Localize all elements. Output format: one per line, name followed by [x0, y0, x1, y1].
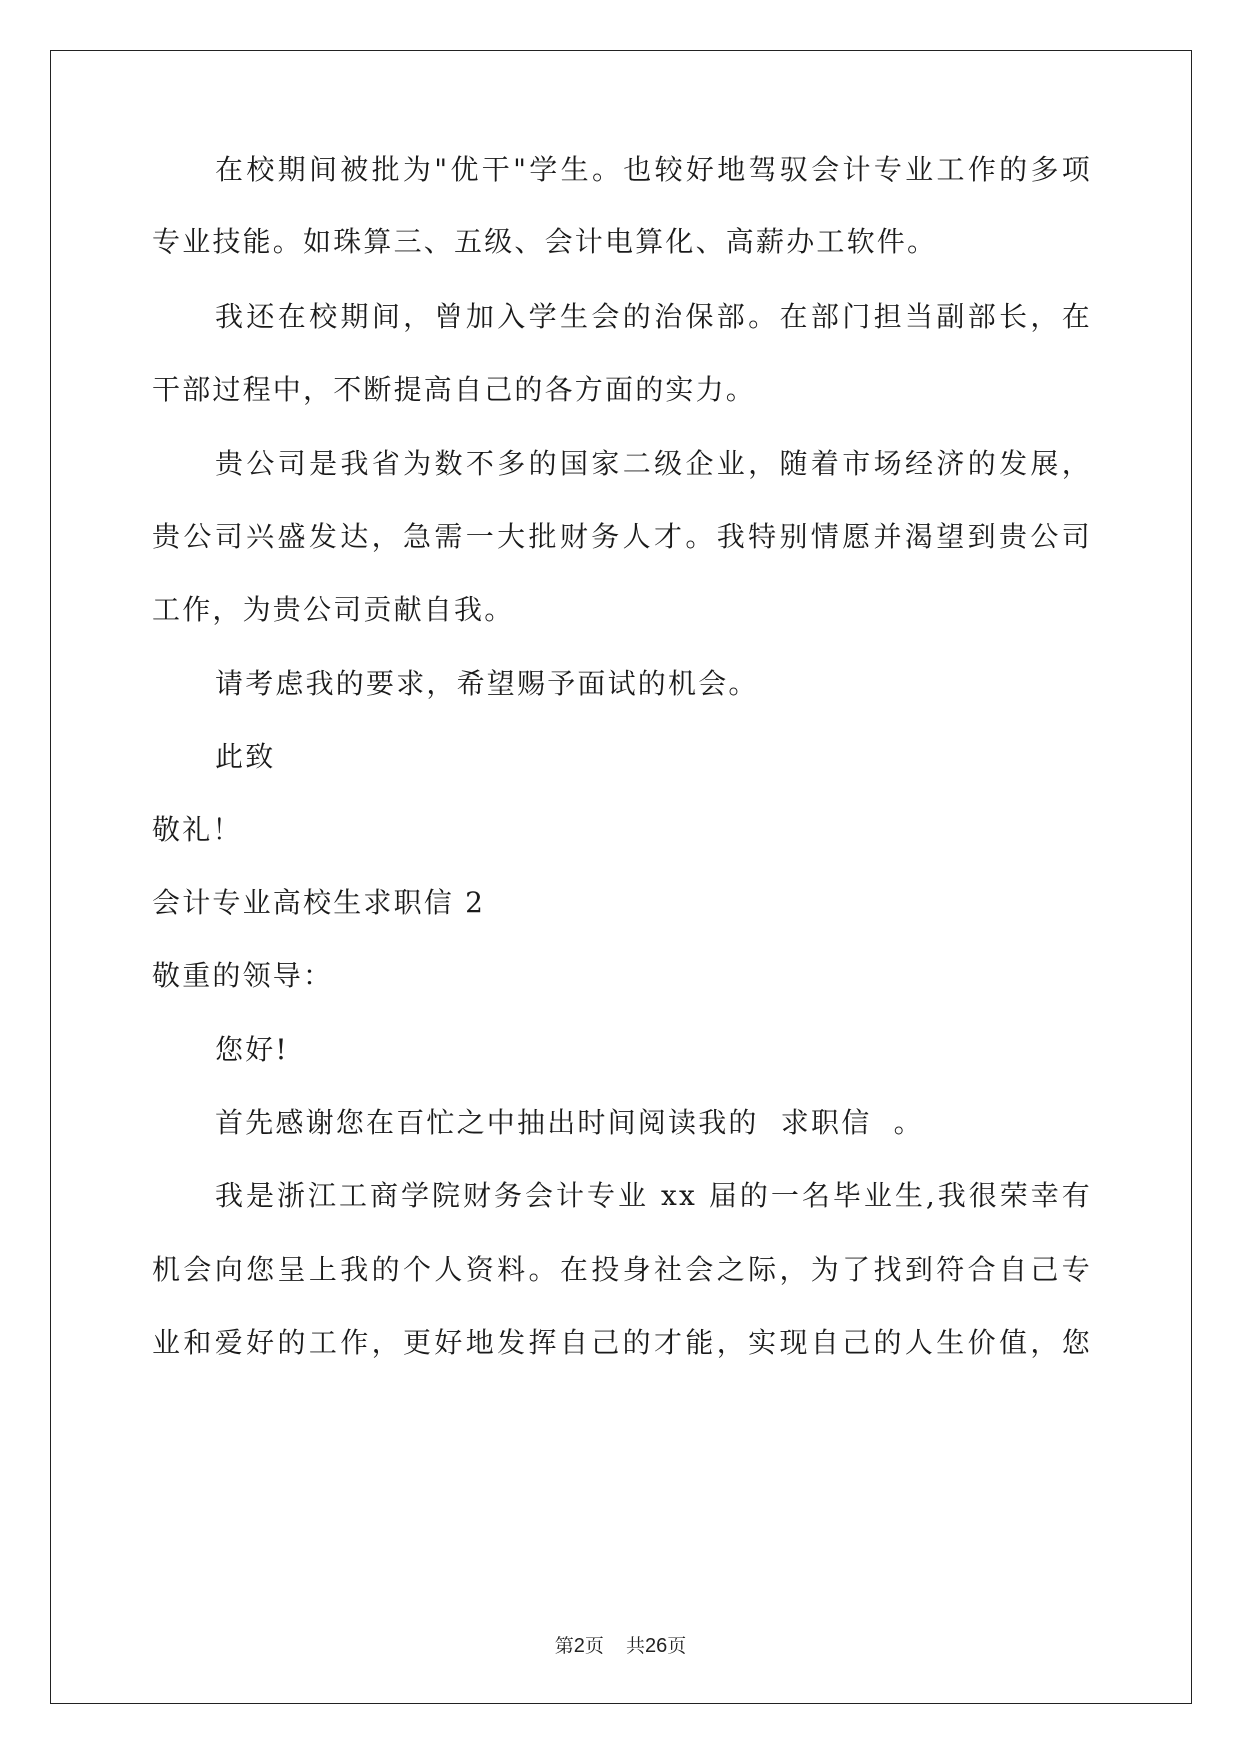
greeting-hello: 您好! [215, 1033, 289, 1066]
footer-total-prefix: 共 [625, 1635, 645, 1657]
paragraph-line-3: 我还在校期间，曾加入学生会的治保部。在部门担当副部长，在 [215, 300, 1092, 333]
footer-total-suffix: 页 [667, 1635, 687, 1657]
section-title: 会计专业高校生求职信 2 [152, 886, 486, 919]
paragraph-line-1: 在校期间被批为"优干"学生。也较好地驾驭会计专业工作的多项 [215, 153, 1092, 186]
footer-page-prefix: 第 [554, 1635, 574, 1657]
page-footer [0, 1633, 1241, 1659]
paragraph-line-14: 首先感谢您在百忙之中抽出时间阅读我的 求职信 。 [215, 1106, 924, 1139]
paragraph-line-8: 请考虑我的要求，希望赐予面试的机会。 [215, 667, 759, 700]
paragraph-line-15: 我是浙江工商学院财务会计专业 xx 届的一名毕业生,我很荣幸有 [215, 1179, 1092, 1212]
paragraph-line-2: 专业技能。如珠算三、五级、会计电算化、高薪办工软件。 [152, 225, 938, 258]
closing-salutation: 此致 [215, 740, 276, 773]
paragraph-line-7: 工作，为贵公司贡献自我。 [152, 593, 515, 626]
paragraph-line-5: 贵公司是我省为数不多的国家二级企业，随着市场经济的发展， [215, 447, 1092, 480]
paragraph-line-4: 干部过程中，不断提高自己的各方面的实力。 [152, 373, 757, 406]
footer-page-current: 2 [573, 1635, 585, 1657]
closing-regards: 敬礼！ [152, 813, 243, 846]
greeting-addressee: 敬重的领导： [152, 959, 334, 992]
footer-page-total: 26 [644, 1635, 668, 1657]
paragraph-line-6: 贵公司兴盛发达，急需一大批财务人才。我特别情愿并渴望到贵公司 [152, 520, 1092, 553]
footer-page-suffix: 页 [584, 1635, 604, 1657]
paragraph-line-17: 业和爱好的工作，更好地发挥自己的才能，实现自己的人生价值，您 [152, 1326, 1092, 1359]
paragraph-line-16: 机会向您呈上我的个人资料。在投身社会之际，为了找到符合自己专 [152, 1253, 1092, 1286]
